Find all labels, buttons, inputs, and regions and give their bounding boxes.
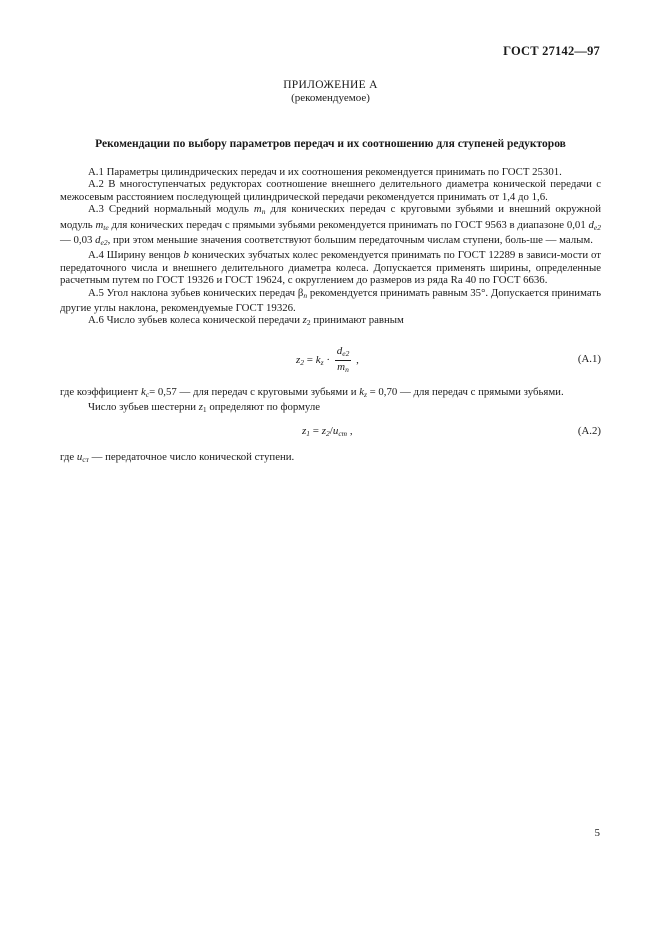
formula-a2-number: (А.2): [577, 425, 601, 437]
ust-text: [60, 451, 601, 466]
body-text: [60, 166, 601, 330]
paragraph-a2: А.2 В многоступенчатых редукторах соотношение внешнего делительного диаметра конической передачи с межосевым расстоянием последующей цилиндрической передачи рекомендуется принимать от 1,4 до 1,6.: [60, 178, 601, 203]
paragraph-ust: где $u_{ст}$ — передаточное число конической ступени.: [60, 451, 295, 464]
formula-a2: [60, 425, 601, 445]
paragraph-a6: А.6 Число зубьев колеса конической передачи $z_2$ принимают равным: [88, 314, 404, 328]
paragraph-z1: Число зубьев шестерни $z_1$ определяют по формуле: [88, 401, 321, 415]
formula-a1: [60, 345, 601, 379]
annex-subtitle: (рекомендуемое): [291, 92, 370, 104]
coefficient-text: [60, 386, 601, 417]
fraction: $\frac{d_{e2}}{m_n}$: [336, 345, 350, 374]
annex-title: ПРИЛОЖЕНИЕ А: [283, 79, 378, 91]
page-number: 5: [594, 827, 600, 839]
paragraph-a3: А.3 Средний нормальный модуль $m_n$ для конических передач с круговыми зубьями и внешний окружной модуль $m_{te}$ для конических передач с прямыми зубьями рекомендуется принимать по ГОСТ 9563 в диапазоне 0,01 $d_{e2}$ — 0,03 $d_{e2}$, при этом меньшие значения соответствуют большим передаточным числам ступени, боль-ше — малым.: [60, 203, 601, 248]
paragraph-coefficient: где коэффициент $k_c= 0,57$ — для передач с круговыми зубьями и $k_z = 0,70$ — для передач с прямыми зубьями.: [60, 386, 564, 399]
paragraph-a4: А.4 Ширину венцов b конических зубчатых колес рекомендуется принимать по ГОСТ 12289 в зависи-мости от передаточного числа и внешнего делительного диаметра колеса. Допускается применять ширины, определенные расчетным путем по ГОСТ 19326 и ГОСТ 19624, с округлением до размеров из ряда Ra 40 по ГОСТ 6636.: [60, 249, 601, 287]
formula-a1-expression: $z_2 = k_z$ · $\frac{d_{e2}}{m_n}$ ,: [296, 345, 359, 374]
formula-a2-expression: $z_1 = z_2/u_{ст}$ ,: [302, 425, 353, 438]
paragraph-a1: А.1 Параметры цилиндрических передач и их соотношения рекомендуется принимать по ГОСТ 25301.: [88, 166, 562, 178]
section-heading: Рекомендации по выбору параметров передач и их соотношению для ступеней редукторов: [95, 138, 566, 150]
formula-a1-number: (А.1): [577, 353, 601, 365]
paragraph-a5: А.5 Угол наклона зубьев конических передач $\beta_n$ рекомендуется принимать равным 35°. Допускается принимать другие углы наклона, рекомендуемые ГОСТ 19326.: [60, 286, 601, 315]
standard-header: ГОСТ 27142—97: [503, 44, 600, 58]
